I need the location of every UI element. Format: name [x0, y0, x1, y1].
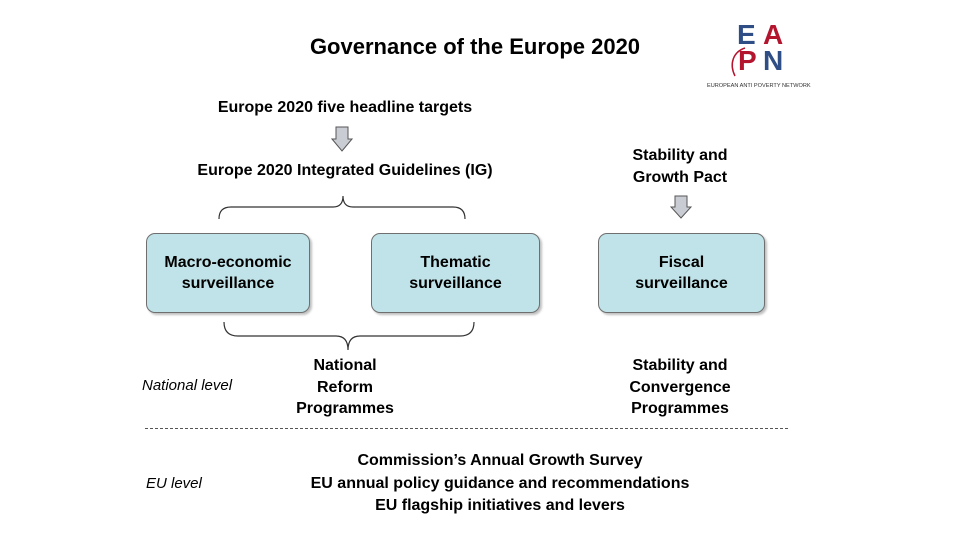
thematic-surveillance-box: [371, 233, 540, 313]
upper-brace: [215, 193, 470, 221]
eu-level-label: EU level: [146, 475, 202, 492]
headline-targets-label: Europe 2020 five headline targets: [217, 99, 473, 116]
page-title: Governance of the Europe 2020: [309, 34, 641, 59]
logo-tagline: EUROPEAN ANTI POVERTY NETWORK: [707, 83, 811, 89]
thematic-surveillance-label: Thematic surveillance: [409, 254, 502, 292]
fiscal-surveillance-label: Fiscal surveillance: [635, 254, 728, 292]
lower-brace: [220, 320, 482, 352]
macro-economic-surveillance-label: Macro-economic surveillance: [164, 254, 292, 292]
eu-level-items: [260, 450, 740, 518]
eapn-logo: [705, 18, 817, 90]
stability-convergence-programmes-label: Stability and Convergence Programmes: [629, 357, 731, 417]
eu-line-flagship-initiatives: EU flagship initiatives and levers: [375, 497, 625, 514]
logo-letter-p: P: [738, 45, 757, 76]
macro-economic-surveillance-box: [146, 233, 310, 313]
logo-letter-n: N: [763, 45, 784, 76]
national-reform-programmes-label: National Reform Programmes: [296, 357, 394, 417]
eu-line-annual-growth-survey: Commission’s Annual Growth Survey: [357, 452, 643, 469]
down-arrow-icon: [331, 126, 353, 152]
stability-growth-pact-label: Stability and Growth Pact: [632, 147, 728, 186]
down-arrow-icon: [670, 195, 692, 219]
fiscal-surveillance-box: [598, 233, 765, 313]
logo-letter-a: A: [763, 19, 784, 50]
eu-line-policy-guidance: EU annual policy guidance and recommendations: [310, 474, 690, 492]
national-level-label: National level: [142, 377, 233, 394]
level-divider: [145, 428, 788, 429]
integrated-guidelines-label: Europe 2020 Integrated Guidelines (IG): [197, 162, 493, 179]
logo-letter-e: E: [737, 19, 756, 50]
